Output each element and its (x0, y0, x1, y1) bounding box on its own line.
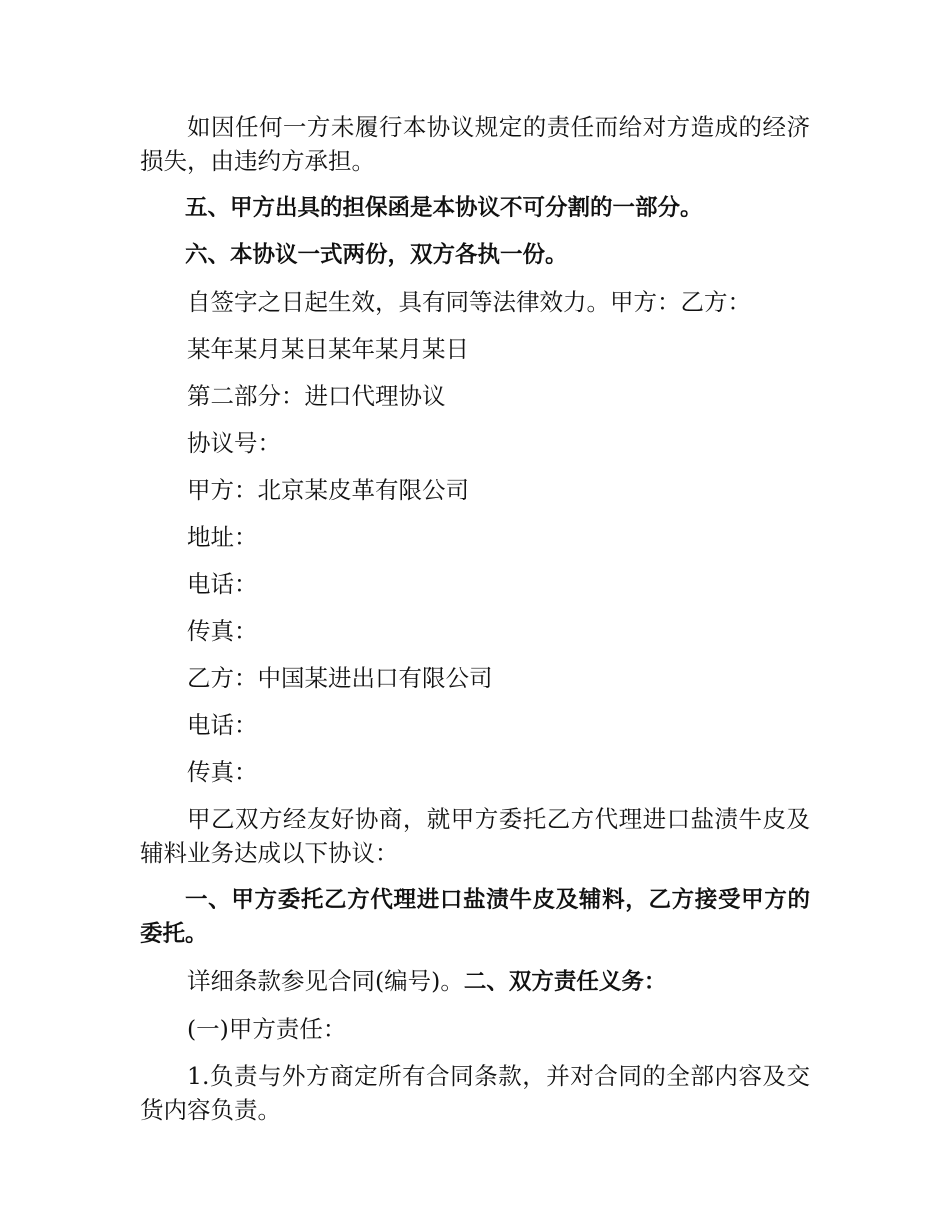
document-body (140, 110, 810, 1140)
party-a-phone-label: 电话： (187, 570, 258, 598)
party-a-address-label: 地址： (187, 523, 258, 551)
clause-1-heading: 一、甲方委托乙方代理进口盐渍牛皮及辅料，乙方接受甲方的委托。 (140, 887, 810, 947)
paragraph-breach-liability: 如因任何一方未履行本协议规定的责任而给对方造成的经济损失，由违约方承担。 (140, 113, 810, 175)
paragraph-contract-reference (140, 964, 810, 999)
party-a-duties-heading: (一)甲方责任： (187, 1015, 347, 1043)
party-a-duty-1: 1.负责与外方商定所有合同条款，并对合同的全部内容及交货内容负责。 (140, 1062, 810, 1124)
contract-reference-text: 详细条款参见合同(编号)。 (187, 967, 464, 995)
agreement-number-label: 协议号： (187, 429, 281, 457)
party-a-name: 甲方：北京某皮革有限公司 (187, 476, 469, 504)
clause-5-heading: 五、甲方出具的担保函是本协议不可分割的一部分。 (185, 195, 703, 221)
party-b-name: 乙方：中国某进出口有限公司 (187, 664, 493, 692)
party-b-fax-label: 传真： (187, 758, 258, 786)
paragraph-effective-date: 自签字之日起生效，具有同等法律效力。甲方：乙方： (187, 288, 751, 316)
party-b-phone-label: 电话： (187, 711, 258, 739)
section-title-part-two: 第二部分：进口代理协议 (187, 382, 446, 410)
clause-6-heading: 六、本协议一式两份，双方各执一份。 (185, 242, 568, 268)
party-a-fax-label: 传真： (187, 617, 258, 645)
clause-2-heading: 二、双方责任义务： (463, 969, 667, 995)
paragraph-sign-dates: 某年某月某日某年某月某日 (187, 335, 469, 363)
paragraph-agreement-intro: 甲乙双方经友好协商，就甲方委托乙方代理进口盐渍牛皮及辅料业务达成以下协议： (140, 805, 810, 867)
